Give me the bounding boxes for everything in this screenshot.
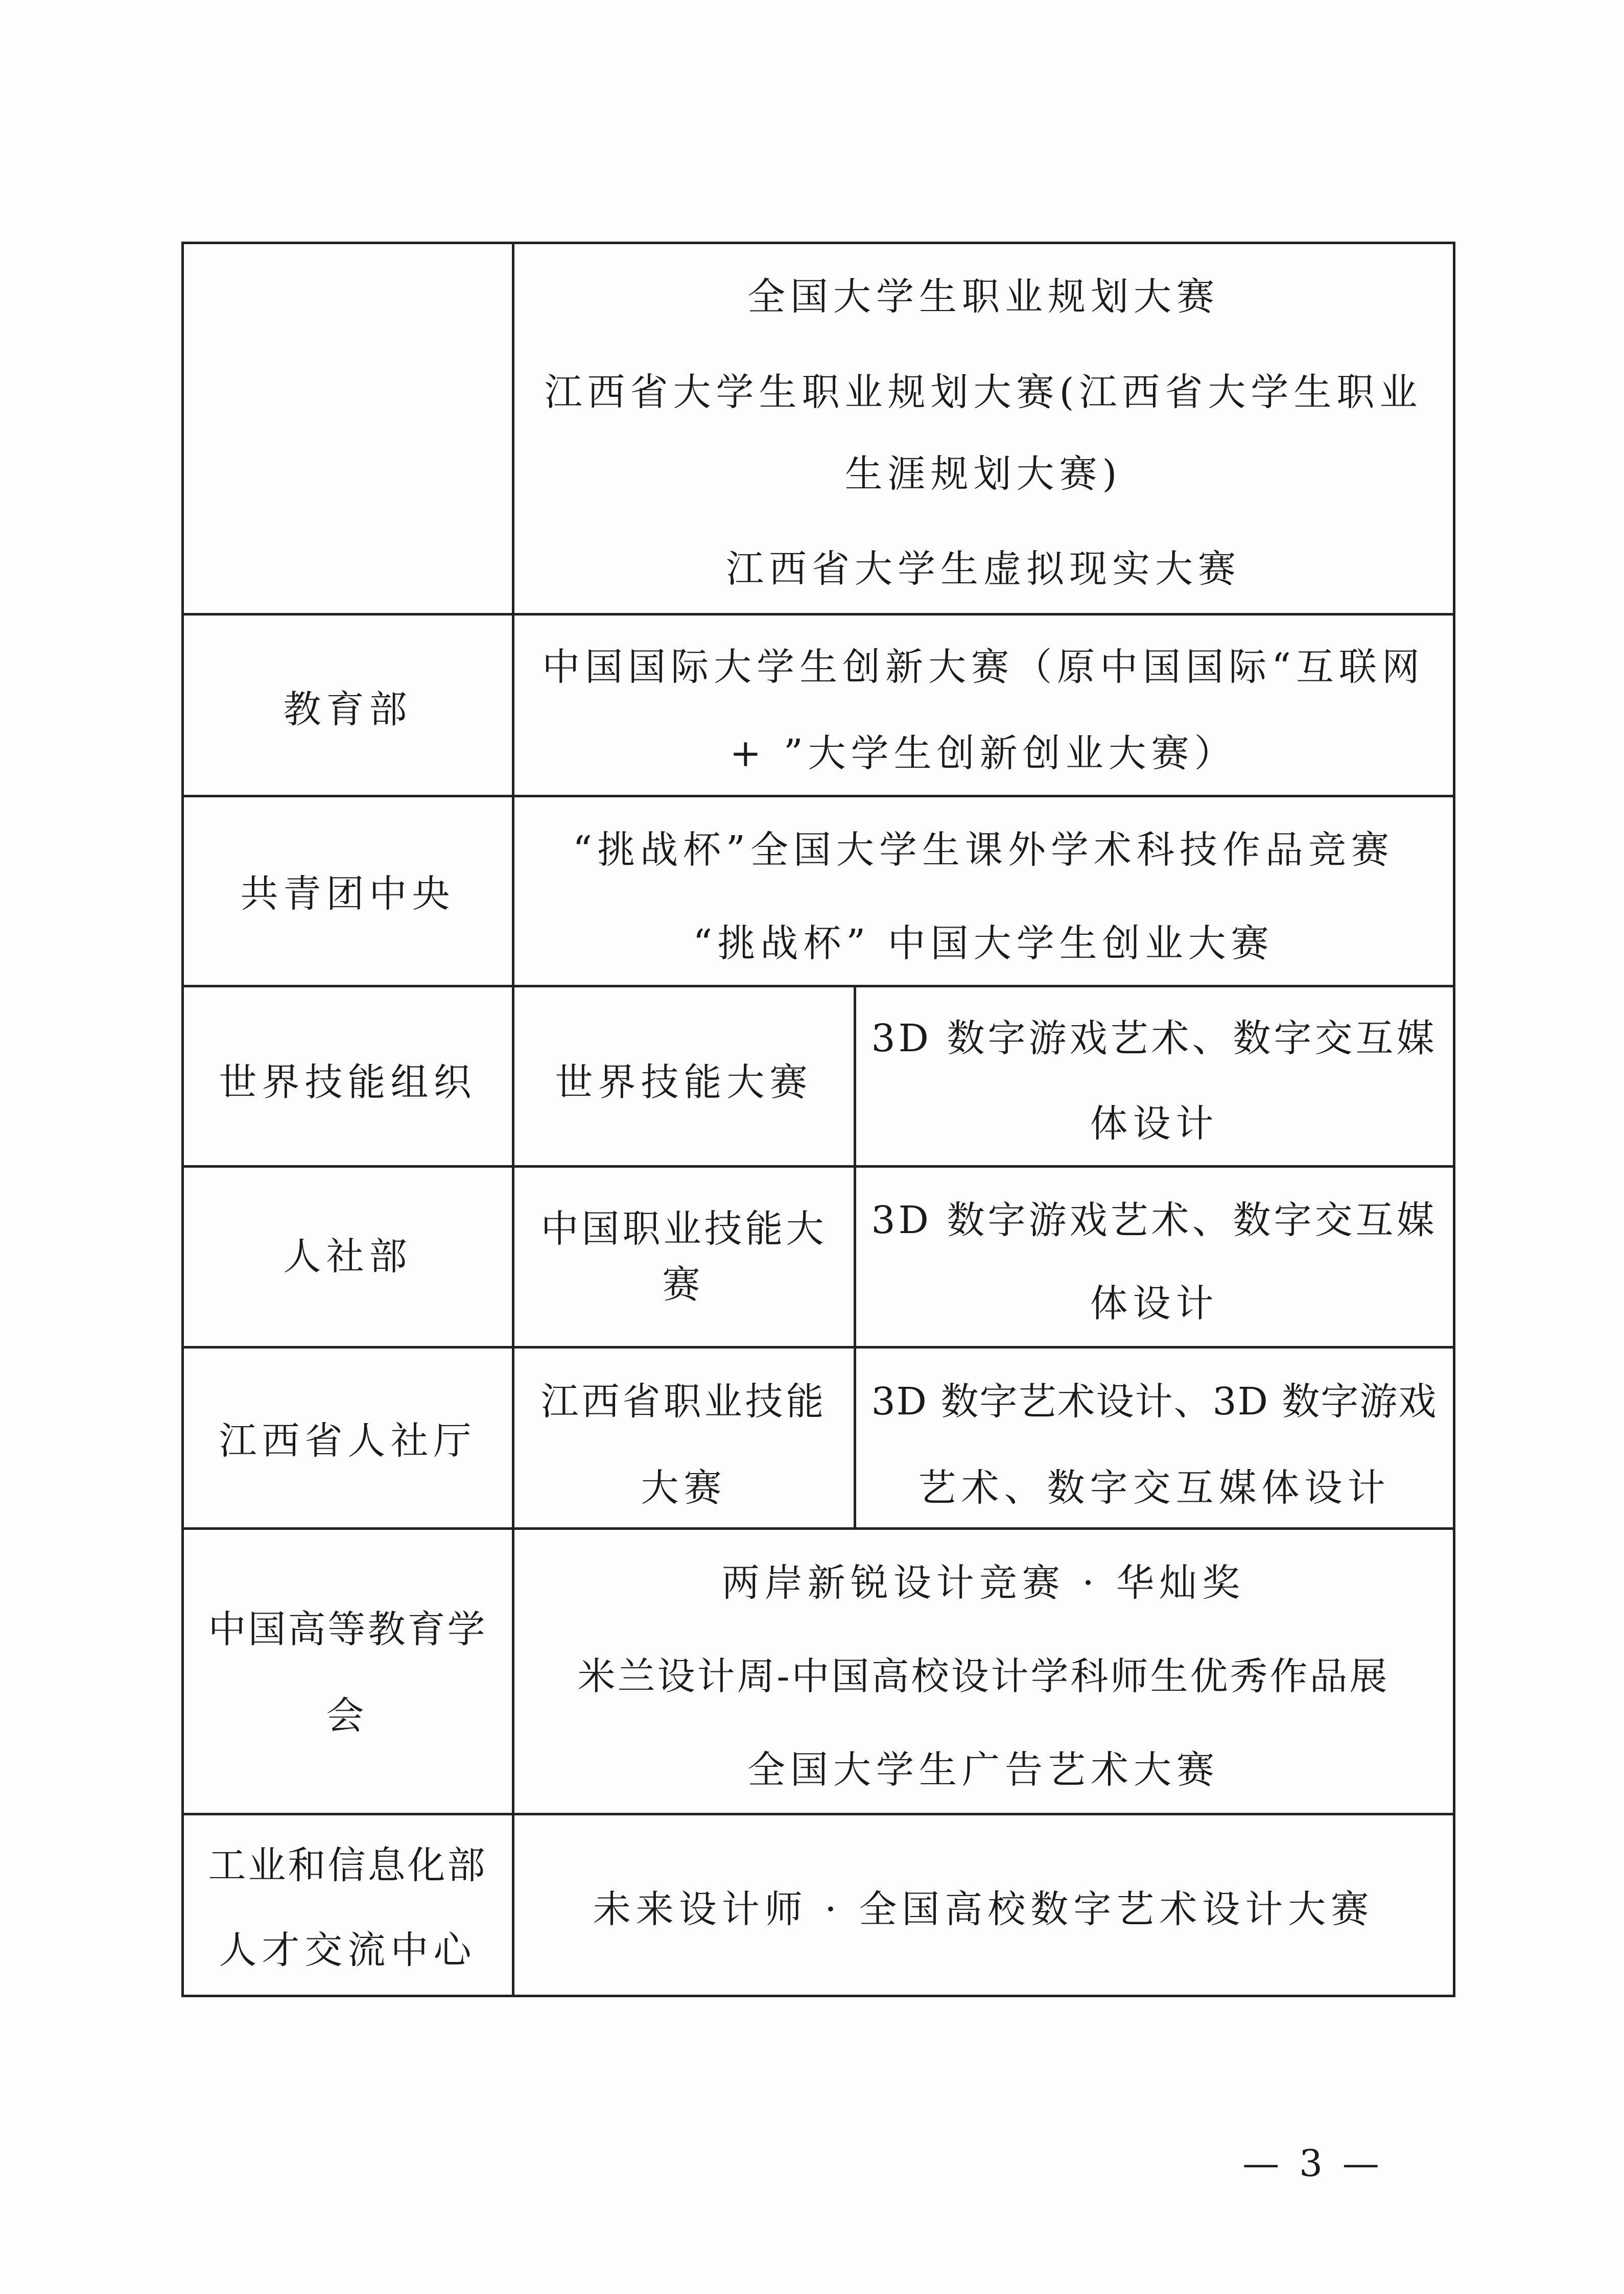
event-names-continued: 艺术、数字交互媒体设计	[918, 1466, 1391, 1510]
organizer-name: 中国高等教育学	[208, 1607, 487, 1651]
competition-name: 米兰设计周-中国高校设计学科师生优秀作品展	[577, 1654, 1390, 1698]
competition-name: “挑战杯” 中国大学生创业大赛	[693, 921, 1274, 965]
competition-name: 江西省大学生职业规划大赛(江西省大学生职业	[544, 370, 1423, 414]
organizer-name: 人社部	[283, 1235, 412, 1279]
page-number: — 3 —	[1242, 2142, 1383, 2185]
event-names-continued: 体设计	[1090, 1102, 1219, 1146]
competition-name: 世界技能大赛	[555, 1060, 813, 1104]
competition-name: 全国大学生广告艺术大赛	[747, 1748, 1219, 1792]
competition-name: 两岸新锐设计竞赛 · 华灿奖	[721, 1561, 1245, 1605]
row-divider	[182, 985, 1455, 987]
row-divider	[182, 1346, 1455, 1349]
organizer-name: 共青团中央	[240, 872, 455, 916]
row-divider	[182, 1813, 1455, 1815]
competition-name-continued: 大赛	[641, 1466, 727, 1510]
event-names: 3D 数字游戏艺术、数字交互媒	[871, 1016, 1438, 1060]
competition-name: 中国职业技能大	[540, 1207, 827, 1251]
competition-name-continued: + ”大学生创新创业大赛）	[729, 731, 1237, 775]
competition-name: “挑战杯”全国大学生课外学术科技作品竞赛	[573, 828, 1394, 872]
competition-name: 江西省职业技能	[540, 1380, 827, 1424]
organizer-name-continued: 会	[326, 1694, 369, 1738]
event-names: 3D 数字游戏艺术、数字交互媒	[871, 1198, 1438, 1242]
row-divider	[182, 1527, 1455, 1530]
competition-name-continued: 生涯规划大赛)	[844, 452, 1122, 496]
organizer-name: 世界技能组织	[219, 1060, 477, 1104]
competition-name: 全国大学生职业规划大赛	[747, 275, 1219, 319]
organizer-name: 教育部	[283, 688, 412, 731]
competition-name: 未来设计师 · 全国高校数字艺术设计大赛	[593, 1887, 1374, 1931]
competition-name: 中国国际大学生创新大赛（原中国国际“互联网	[542, 645, 1425, 689]
organizer-name-continued: 人才交流中心	[219, 1928, 477, 1972]
row-divider	[182, 795, 1455, 797]
table-border-top	[182, 242, 1455, 244]
organizer-name: 江西省人社厅	[219, 1419, 477, 1463]
competition-name-continued: 赛	[662, 1263, 705, 1307]
event-names-continued: 体设计	[1090, 1282, 1219, 1326]
event-names: 3D 数字艺术设计、3D 数字游戏	[871, 1380, 1438, 1424]
row-divider	[182, 613, 1455, 616]
competition-name: 江西省大学生虚拟现实大赛	[726, 547, 1241, 591]
table-border-bottom	[182, 1995, 1455, 1997]
row-divider	[182, 1165, 1455, 1168]
organizer-name: 工业和信息化部	[208, 1843, 487, 1887]
